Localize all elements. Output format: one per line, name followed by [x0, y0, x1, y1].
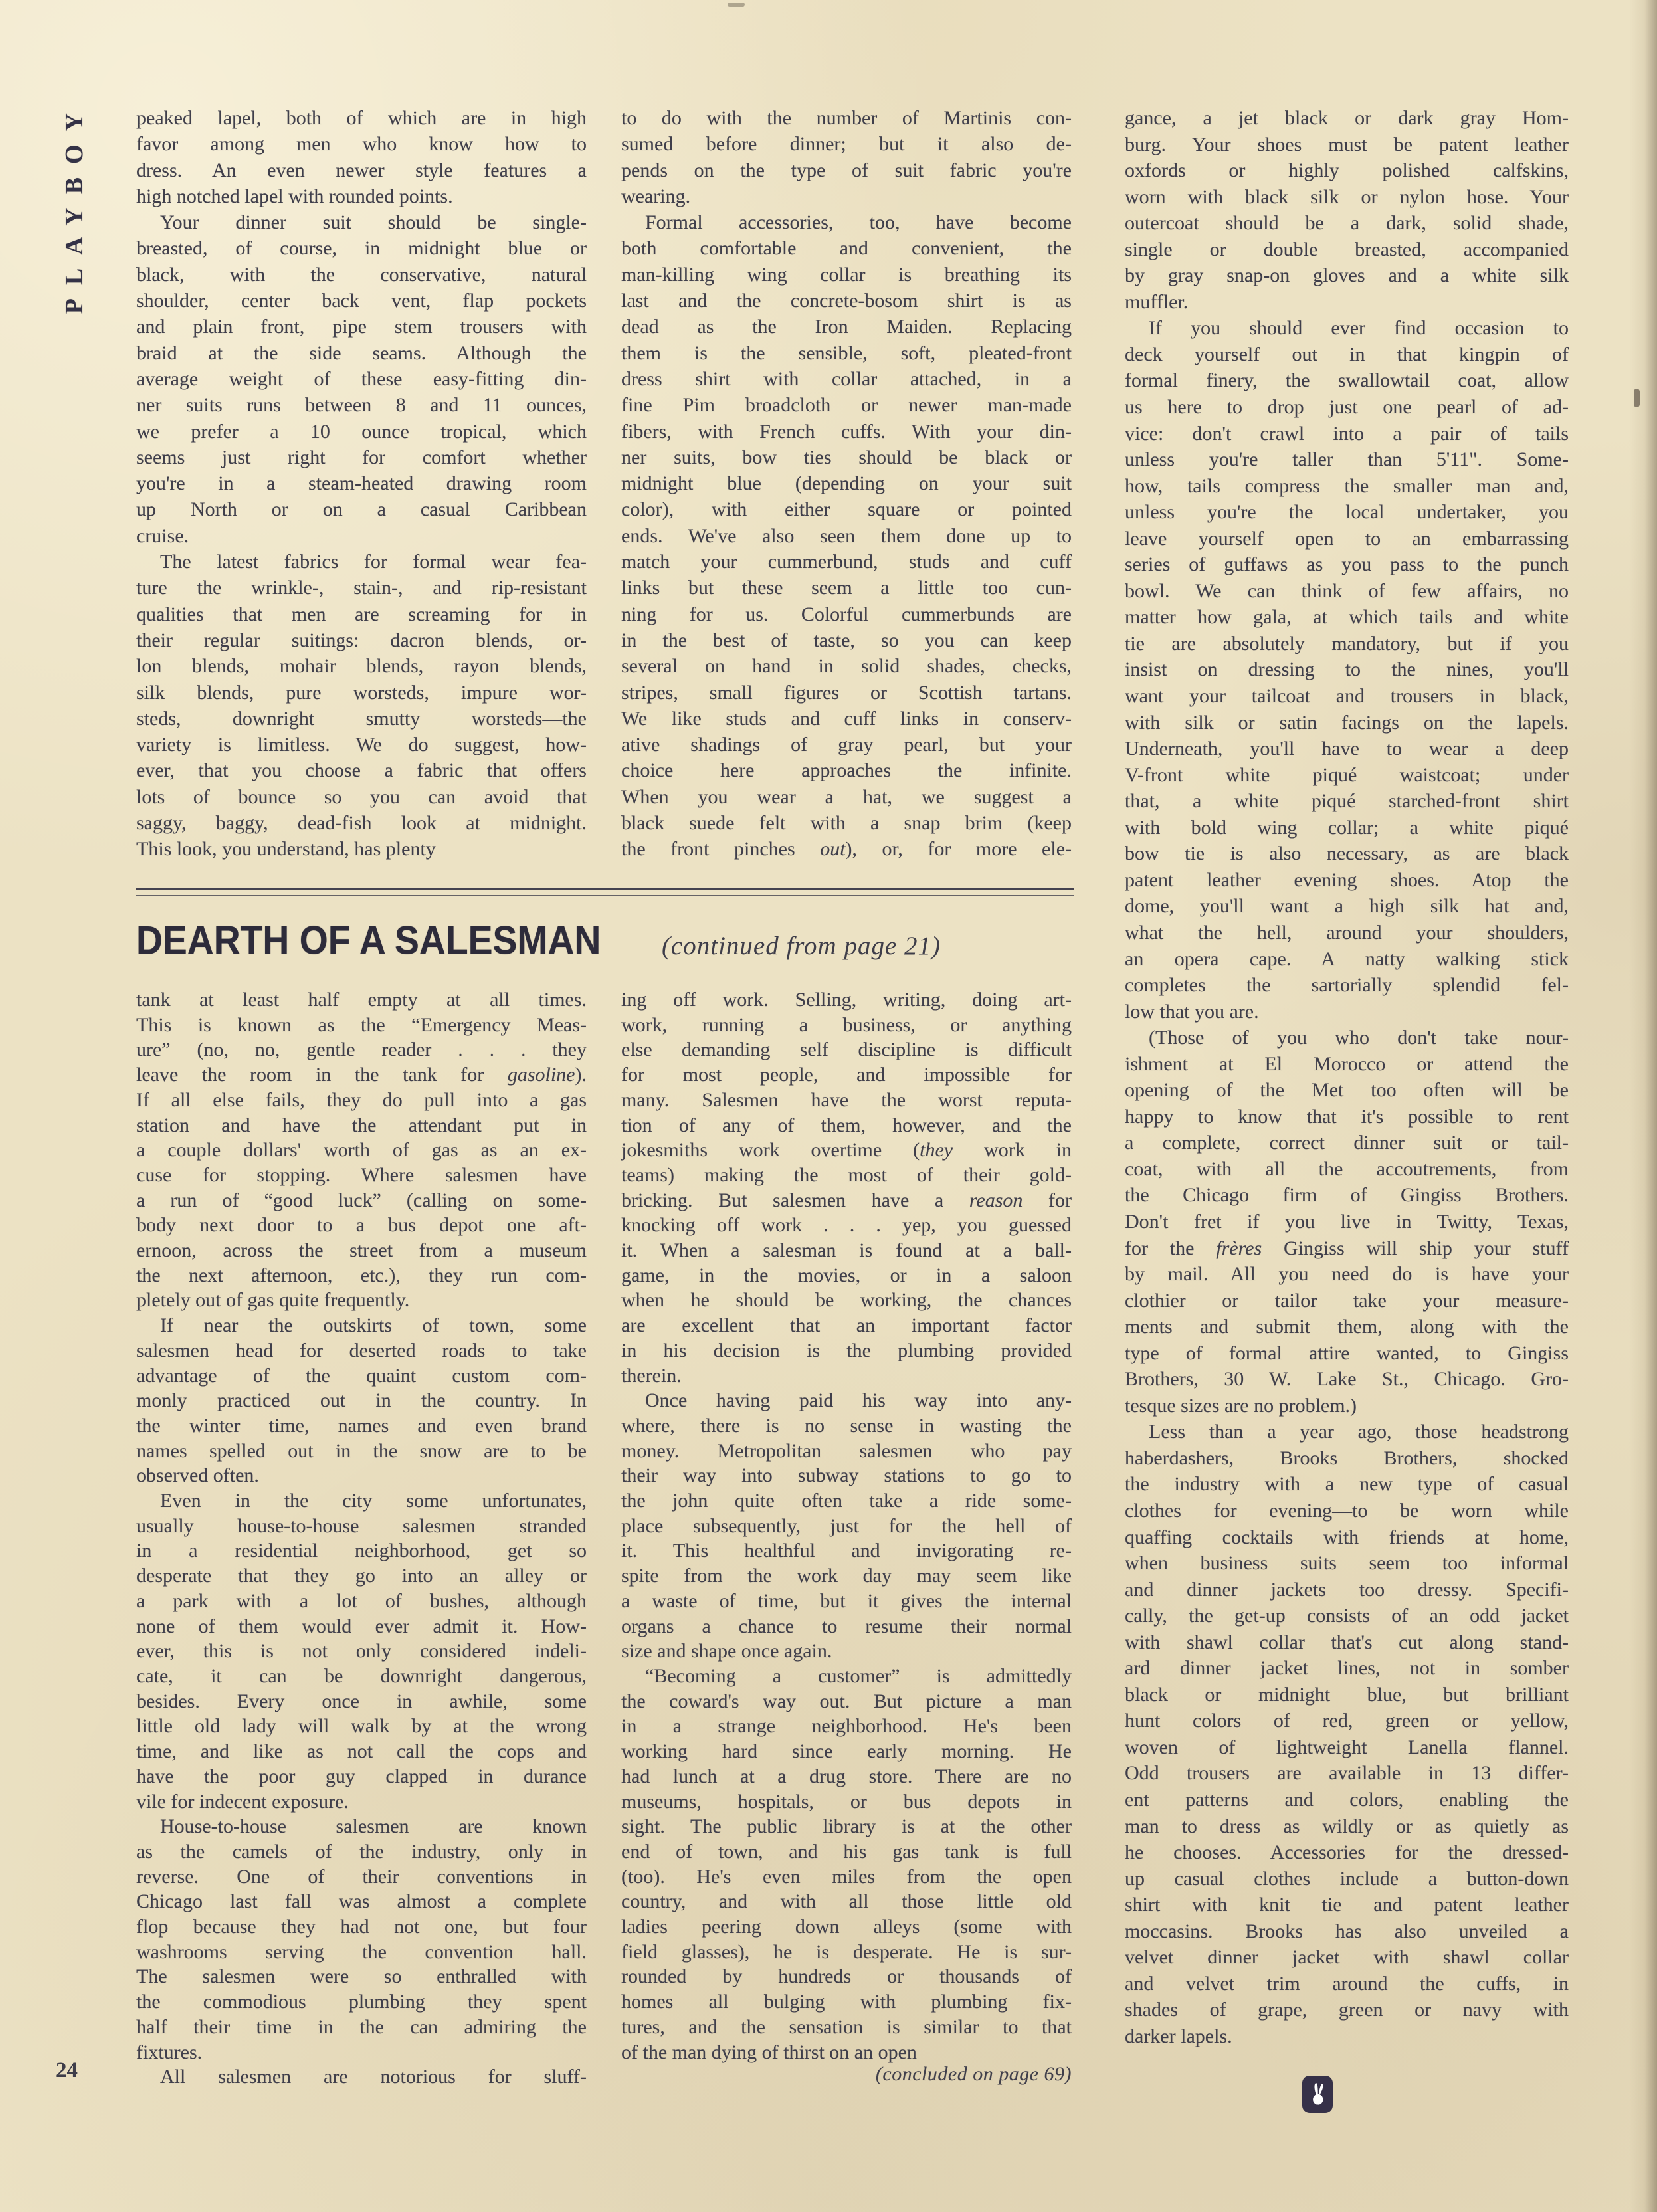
text-line: Brothers, 30 W. Lake St., Chicago. Gro- [1125, 1368, 1569, 1391]
text-line: black suede felt with a snap brim (keep [621, 812, 1072, 835]
text-line: that, a white piqué starched-front shirt [1125, 790, 1569, 813]
text-line: clothier or tailor take your measure- [1125, 1289, 1569, 1312]
text-line: fibers, with French cuffs. With your din- [621, 420, 1072, 443]
paragraph [136, 209, 587, 549]
magazine-title-vertical: PLAYBOY [60, 100, 88, 314]
text-line: to do with the number of Martinis con- [621, 107, 1072, 129]
text-line: quaffing cocktails with friends at home, [1125, 1526, 1569, 1548]
text-line: half their time in the can admiring the [136, 2015, 587, 2038]
column-3-text [1125, 105, 1569, 2049]
text-line: darker lapels. [1125, 2025, 1232, 2047]
text-line: besides. Every once in awhile, some [136, 1690, 587, 1712]
column-2-lower-text [621, 987, 1072, 2064]
text-line: desperate that they go into an alley or [136, 1565, 587, 1587]
text-line: Less than a year ago, those headstrong [1149, 1421, 1569, 1443]
paragraph [1125, 1419, 1569, 2049]
text-line: by mail. All you need do is have your [1125, 1263, 1569, 1286]
text-line: ever, that you choose a fabric that offers [136, 759, 587, 782]
text-line: money. Metropolitan salesmen who pay [621, 1439, 1072, 1462]
text-line: Underneath, you'll have to wear a deep [1125, 738, 1569, 760]
text-line: formal finery, the swallowtail coat, allow [1125, 369, 1569, 392]
text-line: match your cummerbund, studs and cuff [621, 551, 1072, 573]
paragraph [621, 987, 1072, 1388]
continued-from-note: (continued from page 21) [661, 932, 941, 960]
text-line: several on hand in solid shades, checks, [621, 655, 1072, 678]
text-line: worn with black silk or nylon hose. Your [1125, 185, 1569, 208]
text-line: else demanding self discipline is difficult [621, 1039, 1072, 1061]
text-line: for the frères Gingiss will ship your stuff [1125, 1237, 1569, 1259]
text-line: The salesmen were so enthralled with [136, 1965, 587, 1988]
text-line: This is known as the “Emergency Meas- [136, 1013, 587, 1036]
text-line: field glasses), he is desperate. He is sur- [621, 1940, 1072, 1963]
text-line: cally, the get-up consists of an odd jacket [1125, 1605, 1569, 1627]
text-line: tie are absolutely mandatory, but if you [1125, 632, 1569, 654]
text-line: silk blends, pure worsteds, impure wor- [136, 681, 587, 704]
text-line: We like studs and cuff links in conserv- [621, 707, 1072, 730]
text-line: type of formal attire wanted, to Gingiss [1125, 1342, 1569, 1364]
text-line: a waste of time, but it gives the internal [621, 1589, 1072, 1612]
text-line: when he should be working, the chances [621, 1289, 1072, 1312]
text-line: dress. An even newer style features a [136, 159, 587, 181]
scan-artifact [728, 3, 745, 7]
text-line: All salesmen are notorious for sluff- [160, 2066, 587, 2088]
text-line: midnight blue (depending on your suit [621, 472, 1072, 495]
column-1-upper-text [136, 105, 587, 862]
text-line: place subsequently, just for the hell of [621, 1514, 1072, 1537]
text-line: fixtures. [136, 2041, 203, 2063]
text-line: the coward's way out. But picture a man [621, 1690, 1072, 1712]
text-line: (too). He's even miles from the open [621, 1865, 1072, 1888]
text-line: ernoon, across the street from a museum [136, 1239, 587, 1262]
text-line: museums, hospitals, or bus depots in [621, 1790, 1072, 1813]
text-line: gance, a jet black or dark gray Hom- [1125, 107, 1569, 129]
text-line: ments and submit them, along with the [1125, 1316, 1569, 1338]
text-line: variety is limitless. We do suggest, how- [136, 734, 587, 756]
text-line: tion of any of them, however, and the [621, 1114, 1072, 1136]
text-line: many. Salesmen have the worst reputa- [621, 1088, 1072, 1111]
text-line: you're in a steam-heated drawing room [136, 472, 587, 495]
text-line: he chooses. Accessories for the dressed- [1125, 1841, 1569, 1864]
text-line: in a residential neighborhood, get so [136, 1540, 587, 1562]
text-line: vice: don't crawl into a pair of tails [1125, 422, 1569, 445]
text-line: Even in the city some unfortunates, [160, 1490, 587, 1512]
text-line: high notched lapel with rounded points. [136, 185, 453, 207]
text-line: happy to know that it's possible to rent [1125, 1105, 1569, 1128]
text-line: observed often. [136, 1464, 259, 1487]
text-line: have the poor guy clapped in durance [136, 1765, 587, 1787]
text-line: the next afternoon, etc.), they run com- [136, 1264, 587, 1286]
text-line: spite from the work day may seem like [621, 1565, 1072, 1587]
paragraph [136, 1488, 587, 1814]
text-line: pends on the type of suit fabric you're [621, 159, 1072, 181]
text-line: breasted, of course, in midnight blue or [136, 237, 587, 260]
text-line: an opera cape. A natty walking stick [1125, 948, 1569, 970]
text-line: fine Pim broadcloth or newer man-made [621, 394, 1072, 417]
text-line: in the best of taste, so you can keep [621, 629, 1072, 651]
text-line: body next door to a bus depot one aft- [136, 1214, 587, 1237]
text-line: dress shirt with collar attached, in a [621, 367, 1072, 390]
text-line: therein. [621, 1364, 682, 1387]
paragraph [621, 1388, 1072, 1664]
text-line: man to dress as wildly or as quietly as [1125, 1815, 1569, 1837]
text-line: ishment at El Morocco or attend the [1125, 1053, 1569, 1075]
text-line: Once having paid his way into any- [645, 1389, 1072, 1412]
paragraph [621, 1664, 1072, 2064]
text-line: the commodious plumbing they spent [136, 1991, 587, 2013]
text-line: shirt with knit tie and patent leather [1125, 1894, 1569, 1916]
text-line: the Chicago firm of Gingiss Brothers. [1125, 1184, 1569, 1207]
text-line: ing off work. Selling, writing, doing art- [621, 989, 1072, 1011]
text-line: work, running a business, or anything [621, 1013, 1072, 1036]
text-line: This look, you understand, has plenty [136, 838, 436, 860]
text-line: country, and with all those little old [621, 1890, 1072, 1913]
text-line: If near the outskirts of town, some [160, 1314, 587, 1337]
text-line: ning for us. Colorful cummerbunds are [621, 603, 1072, 625]
text-line: ative shadings of gray pearl, but your [621, 734, 1072, 756]
text-line: burg. Your shoes must be patent leather [1125, 133, 1569, 155]
scan-artifact [1634, 389, 1640, 407]
text-line: them is the sensible, soft, pleated-front [621, 342, 1072, 364]
text-line: game, in the movies, or in a saloon [621, 1264, 1072, 1286]
text-line: dome, you'll want a high silk hat and, [1125, 895, 1569, 918]
text-line: flop because they had not one, but four [136, 1916, 587, 1938]
text-line: black or midnight blue, but brilliant [1125, 1683, 1569, 1706]
text-line: and plain front, pipe stem trousers with [136, 316, 587, 338]
article-heading-row [136, 920, 941, 963]
text-line: sight. The public library is at the other [621, 1815, 1072, 1838]
text-line: muffler. [1125, 290, 1189, 313]
text-line: by gray snap-on gloves and a white silk [1125, 264, 1569, 287]
text-line: series of guffaws as you pass to the punch [1125, 553, 1569, 576]
column-1-lower-text [136, 987, 587, 2090]
text-line: single or double breasted, accompanied [1125, 238, 1569, 260]
text-line: ard dinner jacket lines, not in somber [1125, 1657, 1569, 1680]
section-divider-rule [136, 888, 1074, 896]
text-line: sumed before dinner; but it also de- [621, 133, 1072, 155]
text-line: the industry with a new type of casual [1125, 1473, 1569, 1496]
text-line: (Those of you who don't take nour- [1149, 1027, 1569, 1049]
text-line: where, there is no sense in wasting the [621, 1414, 1072, 1437]
text-line: wearing. [621, 185, 691, 207]
text-line: shoulder, center back vent, flap pockets [136, 290, 587, 312]
text-line: names spelled out in the snow are to be [136, 1439, 587, 1462]
text-line: how, tails compress the smaller man and, [1125, 474, 1569, 497]
paragraph [136, 987, 587, 1313]
text-line: had lunch at a drug store. There are no [621, 1765, 1072, 1787]
text-line: knocking off work . . . yep, you guessed [621, 1214, 1072, 1237]
paragraph [136, 105, 587, 209]
text-line: man-killing wing collar is breathing its [621, 263, 1072, 286]
page-number: 24 [56, 2059, 78, 2082]
text-line: and dinner jackets too dressy. Specifi- [1125, 1578, 1569, 1601]
text-line: Don't fret if you live in Twitty, Texas, [1125, 1210, 1569, 1233]
text-line: us here to drop just one pearl of ad- [1125, 396, 1569, 419]
text-line: the winter time, names and even brand [136, 1414, 587, 1437]
text-line: Chicago last fall was almost a complete [136, 1890, 587, 1913]
text-line: bowl. We can think of few affairs, no [1125, 579, 1569, 602]
text-line: organs a chance to resume their normal [621, 1615, 1072, 1637]
text-line: are excellent that an important factor [621, 1314, 1072, 1337]
paragraph [136, 549, 587, 862]
text-line: steds, downright smutty worsteds—the [136, 707, 587, 730]
text-line: average weight of these easy-fitting din- [136, 367, 587, 390]
text-line: bow tie is also necessary, as are black [1125, 843, 1569, 865]
text-line: advantage of the quaint custom com- [136, 1364, 587, 1387]
text-line: When you wear a hat, we suggest a [621, 785, 1072, 808]
text-line: a run of “good luck” (calling on some- [136, 1189, 587, 1211]
rabbit-silhouette [1308, 2081, 1327, 2108]
text-line: washrooms serving the convention hall. [136, 1940, 587, 1963]
text-line: ent patterns and colors, enabling the [1125, 1789, 1569, 1811]
text-line: in his decision is the plumbing provided [621, 1339, 1072, 1361]
text-line: patent leather evening shoes. Atop the [1125, 868, 1569, 891]
text-line: qualities that men are screaming for in [136, 603, 587, 625]
text-line: low that you are. [1125, 1000, 1259, 1023]
text-line: peaked lapel, both of which are in high [136, 107, 587, 129]
text-line: ever, this is not only considered indeli- [136, 1640, 587, 1662]
text-line: it. This healthful and invigorating re- [621, 1540, 1072, 1562]
paragraph [621, 209, 1072, 862]
text-line: woven of lightweight Lanella flannel. [1125, 1736, 1569, 1758]
text-line: a park with a lot of bushes, although [136, 1589, 587, 1612]
text-line: clothes for evening—to be worn while [1125, 1499, 1569, 1522]
text-line: choice here approaches the infinite. [621, 759, 1072, 782]
text-line: homes all bulging with plumbing fix- [621, 1991, 1072, 2013]
text-line: unless you're taller than 5'11". Some- [1125, 449, 1569, 471]
text-line: dead as the Iron Maiden. Replacing [621, 316, 1072, 338]
text-line: braid at the side seams. Although the [136, 342, 587, 364]
text-line: coat, with all the accoutrements, from [1125, 1157, 1569, 1180]
text-line: it. When a salesman is found at a ball- [621, 1239, 1072, 1262]
text-line: ner suits runs between 8 and 11 ounces, [136, 394, 587, 417]
paragraph [621, 105, 1072, 209]
text-line: none of them would ever admit it. How- [136, 1615, 587, 1637]
column-2-upper-text [621, 105, 1072, 862]
text-line: little old lady will walk by at the wrong [136, 1715, 587, 1738]
text-line: If all else fails, they do pull into a gas [136, 1088, 587, 1111]
text-line: end of town, and his gas tank is full [621, 1840, 1072, 1862]
paragraph [1125, 315, 1569, 1025]
text-line: opening of the Met too often will be [1125, 1079, 1569, 1102]
text-line: want your tailcoat and trousers in black, [1125, 685, 1569, 708]
text-line: last and the concrete-bosom shirt is as [621, 290, 1072, 312]
text-line: “Becoming a customer” is admittedly [645, 1664, 1072, 1687]
text-line: when business suits seem too informal [1125, 1552, 1569, 1575]
text-line: a couple dollars' worth of gas as an ex- [136, 1139, 587, 1161]
playboy-rabbit-logo-icon [1302, 2076, 1333, 2113]
text-line: as the camels of the industry, only in [136, 1840, 587, 1862]
text-line: matter how gala, at which tails and white [1125, 606, 1569, 629]
text-line: the front pinches out), or, for more ele- [621, 838, 1072, 860]
text-line: time, and like as not call the cops and [136, 1740, 587, 1763]
text-line: Formal accessories, too, have become [645, 211, 1072, 234]
text-line: bricking. But salesmen have a reason for [621, 1189, 1072, 1211]
text-line: up North or on a casual Caribbean [136, 498, 587, 521]
text-line: salesmen head for deserted roads to take [136, 1339, 587, 1361]
text-line: the john quite often take a ride some- [621, 1490, 1072, 1512]
text-line: vile for indecent exposure. [136, 1790, 349, 1813]
text-line: Odd trousers are available in 13 differ- [1125, 1762, 1569, 1785]
text-line: what the hell, around your shoulders, [1125, 921, 1569, 944]
text-line: rounded by hundreds or thousands of [621, 1965, 1072, 1988]
text-line: their regular suitings: dacron blends, or- [136, 629, 587, 651]
text-line: pletely out of gas quite frequently. [136, 1289, 410, 1312]
text-line: ure” (no, no, gentle reader . . . they [136, 1039, 587, 1061]
text-line: station and have the attendant put in [136, 1114, 587, 1136]
text-line: of the man dying of thirst on an open [621, 2041, 917, 2063]
text-line: ladies peering down alleys (some with [621, 1916, 1072, 1938]
text-line: lots of bounce so you can avoid that [136, 785, 587, 808]
text-line: cate, it can be downright dangerous, [136, 1664, 587, 1687]
paragraph [136, 1814, 587, 2064]
text-line: moccasins. Brooks has also unveiled a [1125, 1920, 1569, 1942]
paragraph [136, 2064, 587, 2090]
text-line: completes the sartorially splendid fel- [1125, 974, 1569, 997]
article-title: DEARTH OF A SALESMAN [136, 918, 601, 963]
text-line: color), with either square or pointed [621, 498, 1072, 521]
text-line: cruise. [136, 524, 189, 547]
text-line: links but these seem a little too cun- [621, 577, 1072, 599]
text-line: usually house-to-house salesmen stranded [136, 1514, 587, 1537]
text-line: their way into subway stations to go to [621, 1464, 1072, 1487]
text-line: outercoat should be a dark, solid shade, [1125, 212, 1569, 235]
text-line: leave the room in the tank for gasoline). [136, 1064, 587, 1086]
text-line: The latest fabrics for formal wear fea- [160, 551, 587, 573]
text-line: oxfords or highly polished calfskins, [1125, 159, 1569, 182]
text-line: seems just right for comfort whether [136, 446, 587, 468]
text-line: teams) making the most of their gold- [621, 1163, 1072, 1186]
text-line: ner suits, bow ties should be black or [621, 446, 1072, 468]
text-line: we prefer a 10 ounce tropical, which [136, 420, 587, 443]
text-line: up casual clothes include a button-down [1125, 1867, 1569, 1890]
text-line: stripes, small figures or Scottish tartans. [621, 681, 1072, 704]
text-line: with shawl collar that's cut along stand- [1125, 1631, 1569, 1653]
text-line: unless you're the local undertaker, you [1125, 501, 1569, 524]
text-line: If you should ever find occasion to [1149, 317, 1569, 340]
text-line: V-front white piqué waistcoat; under [1125, 763, 1569, 786]
text-line: size and shape once again. [621, 1640, 832, 1662]
text-line: velvet dinner jacket with shawl collar [1125, 1946, 1569, 1969]
text-line: tank at least half empty at all times. [136, 989, 587, 1011]
text-line: haberdashers, Brooks Brothers, shocked [1125, 1447, 1569, 1469]
text-line: with silk or satin facings on the lapels. [1125, 711, 1569, 734]
text-line: shades of grape, green or navy with [1125, 1999, 1569, 2021]
text-line: black, with the conservative, natural [136, 263, 587, 286]
text-line: ends. We've also seen them done up to [621, 524, 1072, 547]
text-line: hunt colors of red, green or yellow, [1125, 1710, 1569, 1732]
text-line: favor among men who know how to [136, 133, 587, 155]
text-line: lon blends, mohair blends, rayon blends, [136, 655, 587, 678]
text-line: for most people, and impossible for [621, 1064, 1072, 1086]
text-line: leave yourself open to an embarrassing [1125, 527, 1569, 550]
text-line: House-to-house salesmen are known [160, 1815, 587, 1838]
text-line: jokesmiths work overtime (they work in [621, 1139, 1072, 1161]
text-line: working hard since early morning. He [621, 1740, 1072, 1763]
paragraph [1125, 105, 1569, 315]
text-line: a complete, correct dinner suit or tail- [1125, 1132, 1569, 1154]
text-line: saggy, baggy, dead-fish look at midnight. [136, 812, 587, 835]
text-line: monly practiced out in the country. In [136, 1389, 587, 1412]
text-line: insist on dressing to the nines, you'll [1125, 658, 1569, 681]
text-line: both comfortable and convenient, the [621, 237, 1072, 260]
text-line: tures, and the sensation is similar to that [621, 2015, 1072, 2038]
paragraph [1125, 1025, 1569, 1419]
text-line: and velvet trim around the cuffs, in [1125, 1972, 1569, 1995]
text-line: with bold wing collar; a white piqué [1125, 816, 1569, 839]
paragraph [136, 1313, 587, 1488]
text-line: tesque sizes are no problem.) [1125, 1394, 1357, 1417]
text-line: in a strange neighborhood. He's been [621, 1715, 1072, 1738]
text-line: deck yourself out in that kingpin of [1125, 343, 1569, 365]
text-line: ture the wrinkle-, stain-, and rip-resistant [136, 577, 587, 599]
concluded-note: (concluded on page 69) [875, 2063, 1072, 2085]
text-line: Your dinner suit should be single- [160, 211, 587, 234]
text-line: reverse. One of their conventions in [136, 1865, 587, 1888]
text-line: cuse for stopping. Where salesmen have [136, 1163, 587, 1186]
